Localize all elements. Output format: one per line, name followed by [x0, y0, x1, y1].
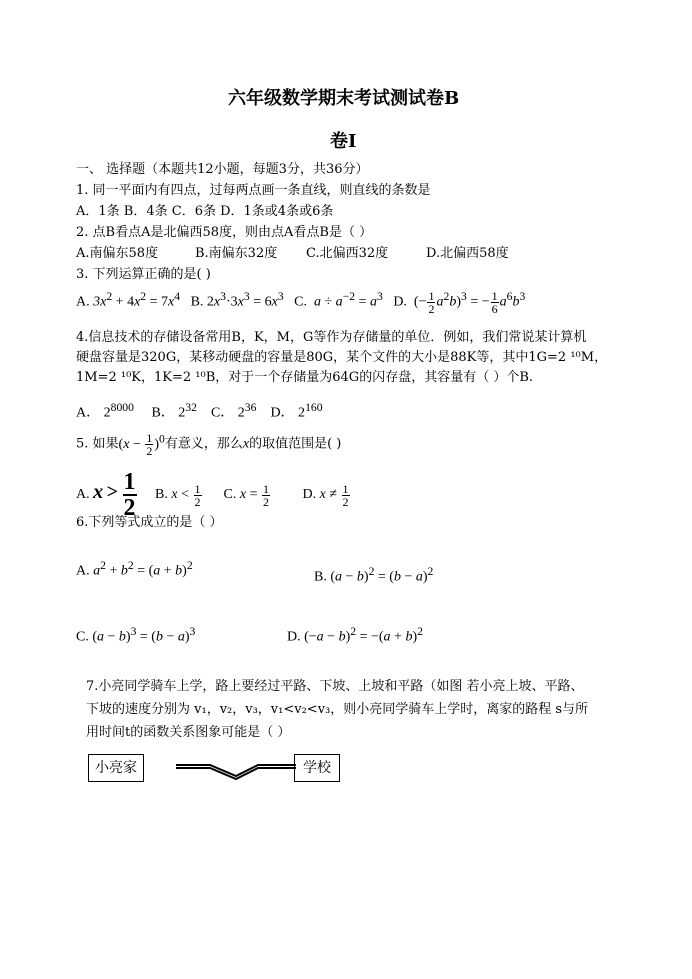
page-title: 六年级数学期末考试测试卷B [228, 88, 460, 109]
q5-stem: 5. 如果(x − $\frac{1}{2}$ )$^0$有意义，那么x的取值范围是( ) [76, 431, 342, 458]
section-heading: 一、 选择题（本题共12小题，每题3分，共36分） [76, 162, 369, 177]
q7-line3: 用时间t的函数关系图象可能是（ ） [86, 725, 291, 740]
q4-options: A． $2^{8000}$ B． $2^{32}$ C． $2^{36}$ D． $2^{160}$ [76, 401, 323, 421]
q4-line1: 4.信息技术的存储设备常用B，K，M，G等作为存储量的单位．例如，我们常说某计算机 [76, 330, 587, 345]
q7-line1: 7.小亮同学骑车上学，路上要经过平路、下坡、上坡和平路（如图 若小亮上坡、平路、 [86, 679, 584, 694]
q2-option-d: D.北偏西58度 [426, 246, 509, 261]
q2-option-b: B.南偏东32度 [195, 246, 278, 261]
q4-line3: 1M=2 ¹⁰K，1K=2 ¹⁰B，对于一个存储量为64G的闪存盘，其容量有（ ）个B. [76, 370, 534, 385]
q1-stem: 1. 同一平面内有四点，过每两点画一条直线，则直线的条数是 [76, 183, 431, 198]
q2-stem: 2. 点B看点A是北偏西58度，则由点A看点B是（ ） [76, 225, 373, 240]
q4-option-b: B． 2 [151, 405, 186, 421]
q4-option-d: D． 2 [270, 405, 306, 421]
q4-option-a: A． 2 [76, 405, 111, 421]
q6-option-b: B. $(a - b)^2 = (b - a)^2$ [314, 565, 434, 585]
school-box: 学校 [294, 754, 340, 782]
q2-option-c: C.北偏西32度 [306, 246, 389, 261]
q4-line2: 硬盘容量是320G，某移动硬盘的容量是80G，某个文件的大小是88K等，其中1G=2 ¹⁰M， [76, 350, 608, 365]
q6-stem: 6.下列等式成立的是（ ） [76, 515, 223, 530]
q4-option-c: C． 2 [210, 405, 245, 421]
home-box: 小亮家 [88, 754, 144, 782]
route-road [176, 765, 296, 779]
q6-option-c: C. $(a - b)^3 = (b - a)^3$ [76, 625, 196, 645]
q7-line2: 下坡的速度分别为 v₁，v₂，v₃，v₁<v₂<v₃，则小亮同学骑车上学时，离家的路程 s与所 [86, 702, 589, 717]
q2-option-a: A.南偏东58度 [76, 246, 159, 261]
q6-option-a: A. $a^2 + b^2 = (a + b)^2$ [76, 559, 193, 579]
q6-option-d: D. $(-a - b)^2 = -(a + b)^2$ [287, 625, 423, 645]
page-subtitle: 卷I [330, 131, 357, 152]
q5-options: A. x > $\frac{1}{2}$ B. x < $\frac{1}{2}$ C. x = $\frac{1}{2}$ D. x ≠ $\frac{1}{2}$ [76, 469, 349, 521]
q3-options: A. $3x^2 + 4x^2 = 7x^4$ B. $2x^3\cdot 3x^3 = 6x^3$ C. $a \div a^{-2} = a^3$ D. (− $\frac{1}{2}$ $a^2b)^3$ = − $\frac{1}{6}$ $a^6b^3$ [76, 289, 526, 316]
q1-options: A．1条 B．4条 C．6条 D．1条或4条或6条 [76, 204, 334, 219]
q3-stem: 3. 下列运算正确的是( ) [76, 267, 211, 282]
